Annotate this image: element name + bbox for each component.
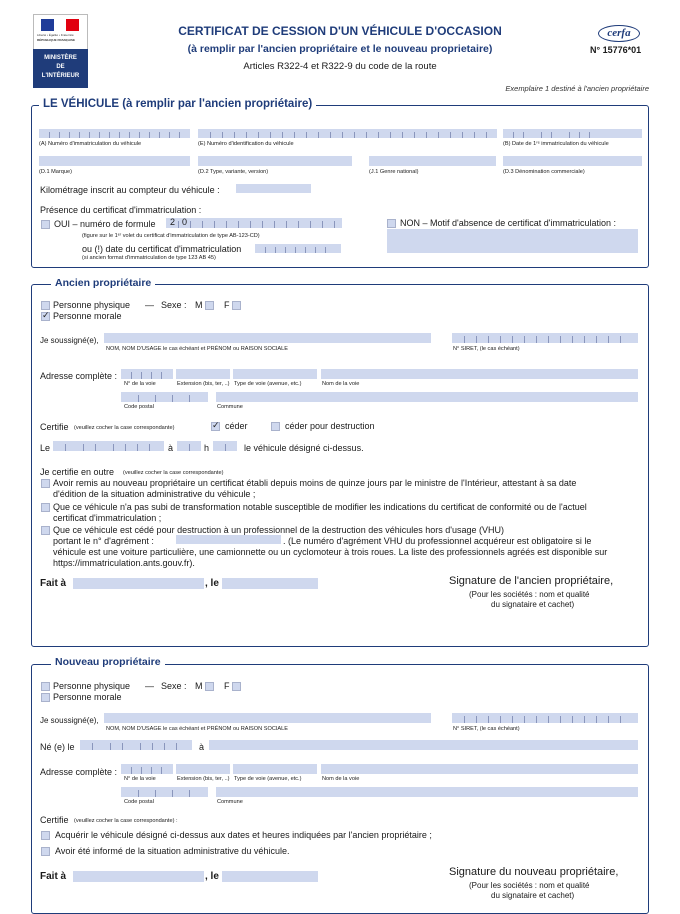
buyer-street-number-hint: N° de la voie: [124, 776, 156, 782]
field-cell-divider: [620, 716, 621, 723]
buyer-sex-m-checkbox[interactable]: [205, 682, 214, 691]
ministry-line-2: DE: [56, 64, 65, 70]
buyer-birth-label: Né (e) le: [40, 742, 75, 752]
buyer-siret-field[interactable]: [452, 713, 638, 723]
seller-condition-1: Avoir remis au nouveau propriétaire un certificat établi depuis moins de quinze jours par le ministre de l'Intérieur, attestant à sa date: [53, 478, 577, 488]
seller-extension-hint: Extension (bis, ter, ..): [177, 381, 230, 387]
field-cell-divider: [176, 743, 177, 750]
seller-street-type-hint: Type de voie (avenue, etc.): [234, 381, 302, 387]
buyer-condition-2-checkbox[interactable]: [41, 847, 50, 856]
formula-hint: (figure sur le 1ᵉʳ volet du certificat d'immatriculation de type AB-123-CD): [82, 233, 260, 239]
registration-no-checkbox[interactable]: [387, 219, 396, 228]
field-cell-divider: [378, 132, 379, 138]
field-cell-divider: [486, 132, 487, 138]
buyer-certify-label: Certifie: [40, 815, 69, 825]
field-cell-divider: [295, 247, 296, 253]
field-cell-divider: [334, 221, 335, 228]
sale-date-field[interactable]: [53, 441, 164, 451]
sell-label: céder: [225, 421, 248, 431]
seller-condition-1b: d'édition de la situation administrative du véhicule ;: [53, 489, 256, 499]
field-cell-divider: [141, 372, 142, 379]
seller-street-name-field[interactable]: [321, 369, 638, 379]
field-cell-divider: [83, 444, 84, 451]
field-cell-divider: [140, 743, 141, 750]
seller-condition-2-checkbox[interactable]: [41, 503, 50, 512]
field-cell-divider: [524, 716, 525, 723]
buyer-birth-date-field[interactable]: [80, 740, 192, 750]
field-cell-divider: [113, 444, 114, 451]
seller-moral-label: Personne morale: [53, 311, 122, 321]
seller-city-hint: Commune: [217, 404, 243, 410]
field-cell-divider: [214, 221, 215, 228]
field-cell-divider: [414, 132, 415, 138]
field-cell-divider: [222, 132, 223, 138]
page-subtitle: (à remplir par l'ancien propriétaire et le nouveau proprietaire): [187, 43, 493, 55]
buyer-extension-field[interactable]: [176, 764, 230, 774]
field-cell-divider: [572, 716, 573, 723]
field-cell-divider: [275, 247, 276, 253]
first-registration-date-field[interactable]: [503, 129, 642, 138]
field-cell-divider: [548, 716, 549, 723]
buyer-condition-1-checkbox[interactable]: [41, 831, 50, 840]
field-cell-divider: [608, 716, 609, 723]
seller-place-label: Fait à: [40, 578, 67, 589]
field-cell-divider: [524, 336, 525, 343]
field-cell-divider: [65, 444, 66, 451]
sale-h-label: h: [204, 443, 210, 453]
formula-digit-1: 2: [170, 217, 176, 227]
buyer-undersigned-label: Je soussigné(e),: [40, 716, 99, 725]
field-cell-divider: [141, 767, 142, 774]
field-cell-divider: [69, 132, 70, 138]
certificate-date-field[interactable]: [255, 244, 341, 253]
field-cell-divider: [536, 336, 537, 343]
registration-number-label: (A) Numéro d'immatriculation du véhicule: [39, 141, 142, 147]
seller-sex-m-checkbox[interactable]: [205, 301, 214, 310]
field-cell-divider: [151, 372, 152, 379]
field-cell-divider: [49, 132, 50, 138]
field-cell-divider: [438, 132, 439, 138]
cerfa-logo: cerfa: [598, 25, 640, 42]
registration-yes-checkbox[interactable]: [41, 220, 50, 229]
genre-label: (J.1 Genre national): [369, 169, 419, 175]
field-cell-divider: [464, 716, 465, 723]
mileage-field[interactable]: [236, 184, 311, 193]
field-cell-divider: [258, 132, 259, 138]
buyer-street-number-field[interactable]: [121, 764, 173, 774]
field-cell-divider: [131, 767, 132, 774]
buyer-birth-place-label: à: [199, 742, 205, 752]
brand-label: (D.1 Marque): [39, 169, 72, 175]
seller-extension-field[interactable]: [176, 369, 230, 379]
field-cell-divider: [330, 132, 331, 138]
seller-street-number-field[interactable]: [121, 369, 173, 379]
buyer-street-name-field[interactable]: [321, 764, 638, 774]
field-cell-divider: [238, 221, 239, 228]
field-cell-divider: [560, 716, 561, 723]
field-cell-divider: [149, 444, 150, 451]
field-cell-divider: [164, 743, 165, 750]
field-cell-divider: [155, 395, 156, 402]
buyer-name-hint: NOM, NOM D'USAGE le cas échéant et PRÉNOM ou RAISON SOCIALE: [106, 726, 288, 732]
seller-name-hint: NOM, NOM D'USAGE le cas échéant et PRÉNOM ou RAISON SOCIALE: [106, 346, 288, 352]
field-cell-divider: [310, 221, 311, 228]
field-cell-divider: [226, 221, 227, 228]
field-cell-divider: [169, 132, 170, 138]
field-cell-divider: [179, 132, 180, 138]
field-cell-divider: [402, 132, 403, 138]
buyer-signature-title: Signature du nouveau propriétaire,: [449, 866, 619, 878]
field-cell-divider: [246, 132, 247, 138]
type-field[interactable]: [198, 156, 352, 166]
sell-destruction-checkbox[interactable]: [271, 422, 280, 431]
seller-sex-label: Sexe :: [161, 300, 187, 310]
field-cell-divider: [500, 336, 501, 343]
sell-destruction-label: céder pour destruction: [285, 421, 375, 431]
seller-siret-field[interactable]: [452, 333, 638, 343]
field-cell-divider: [474, 132, 475, 138]
buyer-sex-f-label: F: [224, 681, 230, 691]
cerfa-number: N° 15776*01: [590, 45, 642, 55]
field-cell-divider: [572, 336, 573, 343]
vhu-approval-field[interactable]: [176, 535, 281, 544]
field-cell-divider: [159, 132, 160, 138]
buyer-name-field[interactable]: [104, 713, 431, 723]
field-cell-divider: [262, 221, 263, 228]
buyer-section-title: Nouveau propriétaire: [51, 656, 165, 668]
field-cell-divider: [225, 444, 226, 451]
field-cell-divider: [137, 444, 138, 451]
field-cell-divider: [476, 336, 477, 343]
field-cell-divider: [354, 132, 355, 138]
field-cell-divider: [282, 132, 283, 138]
field-cell-divider: [560, 336, 561, 343]
field-cell-divider: [95, 444, 96, 451]
formula-number-field[interactable]: [166, 218, 342, 228]
logo-motto: Liberté • Égalité • Fraternité: [37, 33, 74, 37]
buyer-street-type-hint: Type de voie (avenue, etc.): [234, 776, 302, 782]
field-cell-divider: [265, 247, 266, 253]
field-cell-divider: [110, 743, 111, 750]
vin-label: (E) Numéro d'identification du véhicule: [198, 141, 294, 147]
sale-at-label: à: [168, 443, 174, 453]
buyer-city-hint: Commune: [217, 799, 243, 805]
seller-name-field[interactable]: [104, 333, 431, 343]
seller-condition-2: Que ce véhicule n'a pas subi de transformation notable susceptible de modifier les indications du certificat de conformité ou de l'actuel: [53, 502, 587, 512]
seller-certify-hint: (veuillez cocher la case correspondante): [74, 425, 175, 431]
field-cell-divider: [161, 767, 162, 774]
sale-hour-field[interactable]: [177, 441, 201, 451]
seller-street-type-field[interactable]: [233, 369, 317, 379]
seller-city-field[interactable]: [216, 392, 638, 402]
seller-siret-hint: N° SIRET, (le cas échéant): [453, 346, 520, 352]
seller-undersigned-label: Je soussigné(e),: [40, 336, 99, 345]
old-format-hint: (si ancien format d'immatriculation de type 123 AB 45): [82, 255, 216, 261]
type-label: (D.2 Type, variante, version): [198, 169, 269, 175]
field-cell-divider: [536, 716, 537, 723]
field-cell-divider: [596, 336, 597, 343]
buyer-place-label: Fait à: [40, 871, 67, 882]
field-cell-divider: [608, 336, 609, 343]
field-cell-divider: [234, 132, 235, 138]
field-cell-divider: [99, 132, 100, 138]
buyer-moral-label: Personne morale: [53, 692, 122, 702]
field-cell-divider: [462, 132, 463, 138]
field-cell-divider: [294, 132, 295, 138]
buyer-street-name-hint: Nom de la voie: [322, 776, 360, 782]
vin-field[interactable]: [198, 129, 497, 138]
buyer-street-type-field[interactable]: [233, 764, 317, 774]
field-cell-divider: [464, 336, 465, 343]
field-cell-divider: [202, 221, 203, 228]
field-cell-divider: [89, 132, 90, 138]
seller-dash: —: [145, 300, 154, 310]
field-cell-divider: [250, 221, 251, 228]
seller-condition-2b: certificat d'immatriculation ;: [53, 513, 162, 523]
field-cell-divider: [476, 716, 477, 723]
field-cell-divider: [138, 395, 139, 402]
field-cell-divider: [426, 132, 427, 138]
commercial-name-label: (D.3 Dénomination commerciale): [503, 169, 585, 175]
formula-digit-2: 0: [182, 217, 188, 227]
field-cell-divider: [189, 444, 190, 451]
field-cell-divider: [122, 743, 123, 750]
seller-signature-hint-2: du signataire et cachet): [491, 600, 575, 609]
sale-minute-field[interactable]: [213, 441, 237, 451]
field-cell-divider: [366, 132, 367, 138]
field-cell-divider: [596, 716, 597, 723]
field-cell-divider: [151, 767, 152, 774]
first-registration-date-label: (B) Date de 1ʳᵉ immatriculation du véhicule: [503, 141, 609, 147]
seller-condition-3b: portant le n° d'agrément :: [53, 536, 154, 546]
field-cell-divider: [298, 221, 299, 228]
field-cell-divider: [172, 395, 173, 402]
buyer-postal-code-field[interactable]: [121, 787, 208, 797]
buyer-place-field[interactable]: [73, 871, 204, 882]
seller-signature-title: Signature de l'ancien propriétaire,: [449, 575, 614, 587]
buyer-sex-f-checkbox[interactable]: [232, 682, 241, 691]
buyer-postal-code-hint: Code postal: [124, 799, 154, 805]
field-cell-divider: [139, 132, 140, 138]
buyer-physical-checkbox[interactable]: [41, 682, 50, 691]
field-cell-divider: [190, 221, 191, 228]
buyer-certify-hint: (veuillez cocher la case correspondante) :: [74, 818, 178, 824]
field-cell-divider: [149, 132, 150, 138]
field-cell-divider: [129, 132, 130, 138]
field-cell-divider: [488, 336, 489, 343]
seller-moral-checkbox[interactable]: [41, 312, 50, 321]
certificate-date-label: ou (!) date du certificat d'immatriculation: [82, 244, 242, 254]
seller-postal-code-field[interactable]: [121, 392, 208, 402]
registration-presence-label: Présence du certificat d'immatriculation :: [40, 205, 202, 215]
field-cell-divider: [274, 221, 275, 228]
seller-further-certify: Je certifie en outre: [40, 467, 115, 477]
sell-checkbox[interactable]: [211, 422, 220, 431]
field-cell-divider: [152, 743, 153, 750]
buyer-date-label: , le: [205, 871, 219, 882]
buyer-extension-hint: Extension (bis, ter, ..): [177, 776, 230, 782]
check-icon: ✓: [212, 420, 220, 430]
buyer-siret-hint: N° SIRET, (le cas échéant): [453, 726, 520, 732]
buyer-sex-label: Sexe :: [161, 681, 187, 691]
mileage-label: Kilométrage inscrit au compteur du véhicule :: [40, 185, 220, 195]
field-cell-divider: [569, 132, 570, 138]
seller-certify-label: Certifie: [40, 422, 69, 432]
buyer-signature-hint-1: (Pour les sociétés : nom et qualité: [469, 881, 590, 890]
field-cell-divider: [551, 132, 552, 138]
ministry-line-3: L'INTÉRIEUR: [41, 73, 80, 79]
field-cell-divider: [318, 132, 319, 138]
field-cell-divider: [59, 132, 60, 138]
sale-date-label: Le: [40, 443, 51, 453]
seller-condition-3c: véhicule est une voiture particulière, une camionnette ou un cyclomoteur à trois roues. La liste des professionnels agréés est disponible sur: [53, 547, 608, 557]
field-cell-divider: [325, 247, 326, 253]
absence-reason-field[interactable]: [387, 229, 638, 253]
buyer-address-label: Adresse complète :: [40, 767, 118, 777]
field-cell-divider: [513, 132, 514, 138]
field-cell-divider: [488, 716, 489, 723]
field-cell-divider: [548, 336, 549, 343]
field-cell-divider: [523, 132, 524, 138]
seller-street-name-hint: Nom de la voie: [322, 381, 360, 387]
field-cell-divider: [109, 132, 110, 138]
genre-field[interactable]: [369, 156, 496, 166]
buyer-city-field[interactable]: [216, 787, 638, 797]
copy-destination: Exemplaire 1 destiné à l'ancien propriétaire: [505, 84, 649, 93]
field-cell-divider: [584, 716, 585, 723]
registration-number-field[interactable]: [39, 129, 190, 138]
seller-postal-code-hint: Code postal: [124, 404, 154, 410]
seller-date-field[interactable]: [222, 578, 318, 589]
field-cell-divider: [172, 790, 173, 797]
commercial-name-field[interactable]: [503, 156, 642, 166]
field-cell-divider: [161, 372, 162, 379]
field-cell-divider: [541, 132, 542, 138]
seller-condition-3-checkbox[interactable]: [41, 526, 50, 535]
field-cell-divider: [305, 247, 306, 253]
field-cell-divider: [210, 132, 211, 138]
seller-condition-1-checkbox[interactable]: [41, 479, 50, 488]
seller-condition-3: Que ce véhicule est cédé pour destruction à un professionnel de la destruction des véhicules hors d'usage (VHU): [53, 525, 504, 535]
registration-yes-label: OUI – numéro de formule: [54, 219, 156, 229]
field-cell-divider: [138, 790, 139, 797]
articles: Articles R322-4 et R322-9 du code de la route: [243, 61, 437, 72]
field-cell-divider: [342, 132, 343, 138]
field-cell-divider: [500, 716, 501, 723]
field-cell-divider: [589, 132, 590, 138]
brand-field[interactable]: [39, 156, 190, 166]
sale-designation: le véhicule désigné ci-dessus.: [244, 443, 364, 453]
buyer-dash: —: [145, 681, 154, 691]
field-cell-divider: [315, 247, 316, 253]
vehicle-section-title: LE VÉHICULE (à remplir par l'ancien propriétaire): [39, 98, 316, 110]
field-cell-divider: [322, 221, 323, 228]
field-cell-divider: [178, 221, 179, 228]
buyer-condition-2: Avoir été informé de la situation administrative du véhicule.: [55, 846, 290, 856]
check-icon: ✓: [42, 310, 50, 320]
buyer-moral-checkbox[interactable]: [41, 693, 50, 702]
field-cell-divider: [189, 790, 190, 797]
field-cell-divider: [92, 743, 93, 750]
field-cell-divider: [286, 221, 287, 228]
field-cell-divider: [189, 395, 190, 402]
buyer-physical-label: Personne physique: [53, 681, 131, 691]
seller-sex-m-label: M: [195, 300, 203, 310]
field-cell-divider: [285, 247, 286, 253]
field-cell-divider: [155, 790, 156, 797]
seller-condition-3b-cont: . (Le numéro d'agrément VHU du professionnel acquéreur est obligatoire si le: [283, 536, 592, 546]
seller-physical-checkbox[interactable]: [41, 301, 50, 310]
seller-street-number-hint: N° de la voie: [124, 381, 156, 387]
seller-signature-hint-1: (Pour les sociétés : nom et qualité: [469, 590, 590, 599]
seller-place-field[interactable]: [73, 578, 204, 589]
registration-no-label: NON – Motif d'absence de certificat d'immatriculation :: [400, 218, 617, 228]
seller-physical-label: Personne physique: [53, 300, 131, 310]
seller-sex-f-label: F: [224, 300, 230, 310]
buyer-date-field[interactable]: [222, 871, 318, 882]
field-cell-divider: [79, 132, 80, 138]
field-cell-divider: [512, 716, 513, 723]
field-cell-divider: [390, 132, 391, 138]
field-cell-divider: [306, 132, 307, 138]
seller-date-label: , le: [205, 578, 219, 589]
buyer-birth-place-field[interactable]: [209, 740, 638, 750]
seller-sex-f-checkbox[interactable]: [232, 301, 241, 310]
field-cell-divider: [579, 132, 580, 138]
ministry-line-1: MINISTÈRE: [44, 55, 77, 61]
field-cell-divider: [270, 132, 271, 138]
field-cell-divider: [131, 372, 132, 379]
seller-further-hint: (veuillez cocher la case correspondante): [123, 470, 224, 476]
field-cell-divider: [584, 336, 585, 343]
field-cell-divider: [620, 336, 621, 343]
page-title: CERTIFICAT DE CESSION D'UN VÉHICULE D'OCCASION: [178, 24, 502, 38]
logo-republique: RÉPUBLIQUE FRANÇAISE: [37, 38, 76, 42]
seller-section-title: Ancien propriétaire: [51, 277, 155, 289]
field-cell-divider: [512, 336, 513, 343]
buyer-condition-1: Acquérir le véhicule désigné ci-dessus aux dates et heures indiquées par l'ancien propriétaire ;: [55, 830, 432, 840]
buyer-signature-hint-2: du signataire et cachet): [491, 891, 575, 900]
buyer-sex-m-label: M: [195, 681, 203, 691]
field-cell-divider: [119, 132, 120, 138]
seller-condition-3d: https://immatriculation.ants.gouv.fr).: [53, 558, 195, 568]
field-cell-divider: [125, 444, 126, 451]
seller-address-label: Adresse complète :: [40, 371, 118, 381]
field-cell-divider: [450, 132, 451, 138]
